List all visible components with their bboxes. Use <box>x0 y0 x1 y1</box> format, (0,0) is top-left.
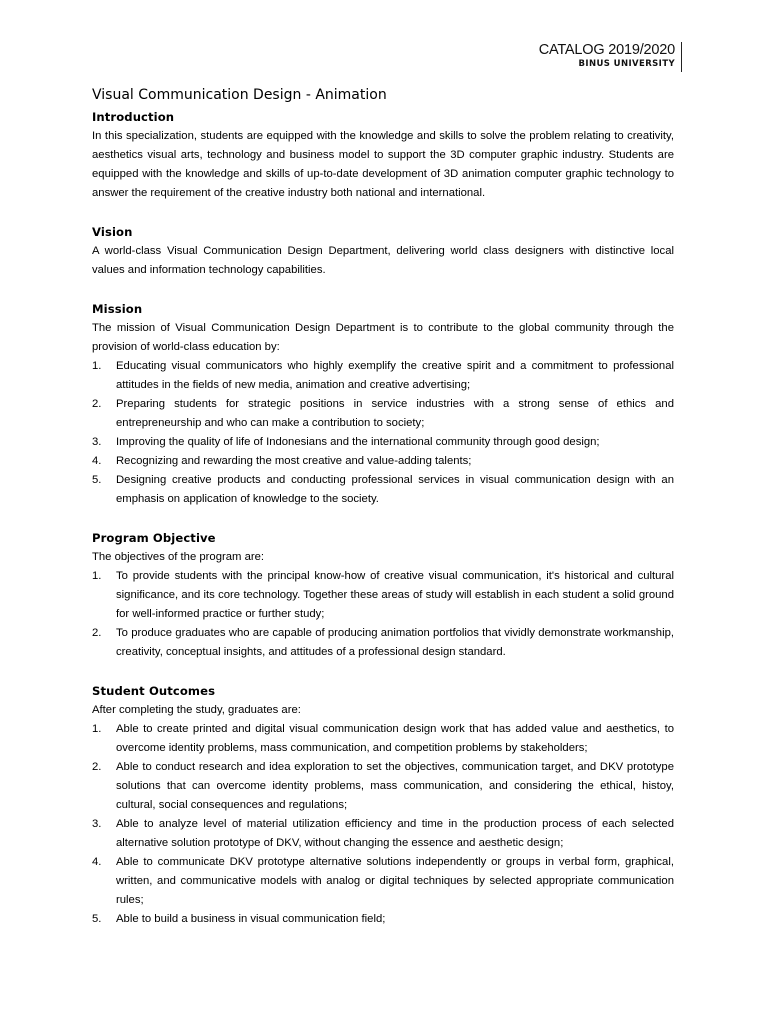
student-outcomes-intro: After completing the study, graduates are: <box>92 704 301 716</box>
list-number: 1. <box>92 570 102 582</box>
mission-intro: The mission of Visual Communication Design Department is to contribute to the global community through the provision of world-class education by: <box>92 322 674 353</box>
introduction-section <box>92 108 674 203</box>
vision-section <box>92 223 674 280</box>
list-number: 1. <box>92 360 102 372</box>
mission-list <box>92 357 674 509</box>
vision-heading: Vision <box>92 225 133 239</box>
list-text: Able to communicate DKV prototype alternative solutions independently or groups in verbal form, graphical, written, and communicative models with analog or digital techniques by selected appropriate communication rules; <box>116 856 674 906</box>
list-number: 2. <box>92 398 102 410</box>
list-text: Educating visual communicators who highly exemplify the creative spirit and a commitment to professional attitudes in the fields of new media, animation and creative advertising; <box>116 360 674 391</box>
list-text: Designing creative products and conducting professional services in visual communication design with an emphasis on application of knowledge to the society. <box>116 474 674 505</box>
list-item <box>92 567 674 624</box>
university-name: BINUS UNIVERSITY <box>578 59 675 69</box>
list-text: Improving the quality of life of Indonesians and the international community through good design; <box>116 436 600 448</box>
list-item <box>92 815 674 853</box>
list-item <box>92 624 674 662</box>
list-text: Able to create printed and digital visual communication design work that has added value and aesthetics, to overcome identity problems, mass communication, and competition problems by stakeholders; <box>116 723 674 754</box>
list-number: 2. <box>92 627 102 639</box>
list-text: Able to conduct research and idea exploration to set the objectives, communication target, and DKV prototype solutions that can overcome identity problems, mass communication, and considering the ethical, histoy, cultural, social consequences and regulations; <box>116 761 674 811</box>
list-number: 1. <box>92 723 102 735</box>
document-title: Visual Communication Design - Animation <box>92 87 387 103</box>
list-item <box>92 720 674 758</box>
document-body <box>92 84 674 949</box>
list-number: 2. <box>92 761 102 773</box>
program-objective-list <box>92 567 674 662</box>
list-text: To produce graduates who are capable of producing animation portfolios that vividly demonstrate workmanship, creativity, conceptual insights, and attitudes of a professional design standard. <box>116 627 674 658</box>
introduction-heading: Introduction <box>92 110 175 124</box>
introduction-text: In this specialization, students are equipped with the knowledge and skills to solve the problem relating to creativity, aesthetics visual arts, technology and business model to support the 3D computer graphic industry. Students are equipped with the knowledge and skills of up-to-date development of 3D animation computer graphic technology to answer the requirement of the creative industry both national and international. <box>92 130 674 199</box>
list-item <box>92 853 674 910</box>
program-objective-heading: Program Objective <box>92 531 216 545</box>
list-text: To provide students with the principal know-how of creative visual communication, it's historical and cultural significance, and its core technology. Together these areas of study will establish in each student a solid ground for well-informed practice or further study; <box>116 570 674 620</box>
program-objective-section <box>92 529 674 662</box>
list-item <box>92 395 674 433</box>
list-item <box>92 452 674 471</box>
list-text: Able to analyze level of material utilization efficiency and time in the production process of each selected alternative solution prototype of DKV, without changing the essence and aesthetic design; <box>116 818 674 849</box>
program-objective-intro: The objectives of the program are: <box>92 551 265 563</box>
list-item <box>92 758 674 815</box>
list-text: Able to build a business in visual communication field; <box>116 913 386 925</box>
catalog-header <box>539 42 675 70</box>
catalog-label: CATALOG 2019/2020 <box>538 42 675 58</box>
list-item <box>92 357 674 395</box>
list-item <box>92 433 674 452</box>
student-outcomes-heading: Student Outcomes <box>92 684 216 698</box>
list-number: 3. <box>92 818 102 830</box>
student-outcomes-section <box>92 682 674 929</box>
mission-section <box>92 300 674 509</box>
list-number: 3. <box>92 436 102 448</box>
header-divider <box>681 42 682 72</box>
list-text: Recognizing and rewarding the most creative and value-adding talents; <box>116 455 472 467</box>
list-number: 5. <box>92 913 102 925</box>
list-item <box>92 910 674 929</box>
list-number: 5. <box>92 474 102 486</box>
mission-heading: Mission <box>92 302 143 316</box>
vision-text: A world-class Visual Communication Design Department, delivering world class designers with distinctive local values and information technology capabilities. <box>92 245 674 276</box>
list-text: Preparing students for strategic positions in service industries with a strong sense of ethics and entrepreneurship and who can make a contribution to society; <box>116 398 674 429</box>
list-number: 4. <box>92 455 102 467</box>
list-number: 4. <box>92 856 102 868</box>
student-outcomes-list <box>92 720 674 929</box>
list-item <box>92 471 674 509</box>
